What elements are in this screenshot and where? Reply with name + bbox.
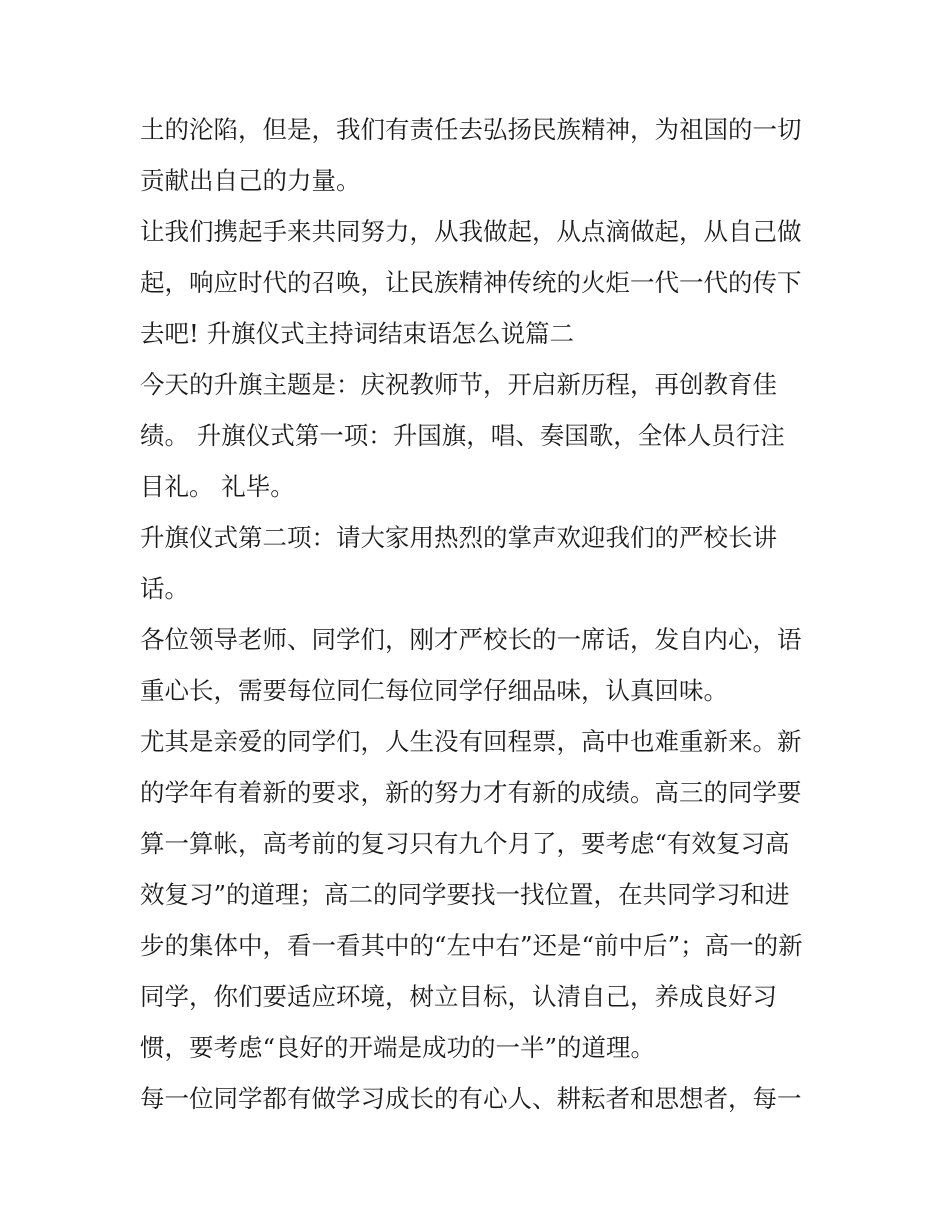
text-line: 贡献出自己的力量。 — [140, 166, 361, 195]
text-line: 土的沦陷，但是，我们有责任去弘扬民族精神，为祖国的一切 — [140, 115, 802, 144]
text-line: 各位领导老师、同学们，刚才严校长的一席话，发自内心，语 — [140, 625, 802, 654]
text-line: 升旗仪式第二项：请大家用热烈的掌声欢迎我们的严校长讲 — [140, 523, 777, 552]
text-line: 惯，要考虑“良好的开端是成功的一半”的道理。 — [140, 1033, 656, 1062]
text-line: 尤其是亲爱的同学们，人生没有回程票，高中也难重新来。新 — [140, 727, 802, 756]
text-line: 绩。 升旗仪式第一项：升国旗，唱、奏国歌，全体人员行注 — [140, 421, 785, 450]
text-line: 的学年有着新的要求，新的努力才有新的成绩。高三的同学要 — [140, 778, 802, 807]
text-line: 步的集体中，看一看其中的“左中右”还是“前中后”；高一的新 — [140, 931, 803, 960]
text-line: 同学，你们要适应环境，树立目标，认清自己，养成良好习 — [140, 982, 777, 1011]
text-line: 话。 — [140, 574, 189, 603]
text-line: 起，响应时代的召唤，让民族精神传统的火炬一代一代的传下 — [140, 268, 802, 297]
text-line: 算一算帐，高考前的复习只有九个月了，要考虑“有效复习高 — [140, 829, 790, 858]
text-line: 今天的升旗主题是：庆祝教师节，开启新历程，再创教育佳 — [140, 370, 777, 399]
text-line: 每一位同学都有做学习成长的有心人、耕耘者和思想者，每一 — [140, 1084, 802, 1113]
text-line: 重心长，需要每位同仁每位同学仔细品味，认真回味。 — [140, 676, 728, 705]
text-line: 目礼。 礼毕。 — [140, 472, 295, 501]
text-line: 效复习”的道理；高二的同学要找一找位置，在共同学习和进 — [140, 880, 790, 909]
text-line: 让我们携起手来共同努力，从我做起，从点滴做起，从自己做 — [140, 217, 802, 246]
section-heading-line: 去吧! 升旗仪式主持词结束语怎么说篇二 — [140, 319, 575, 348]
document-body — [140, 104, 820, 1124]
